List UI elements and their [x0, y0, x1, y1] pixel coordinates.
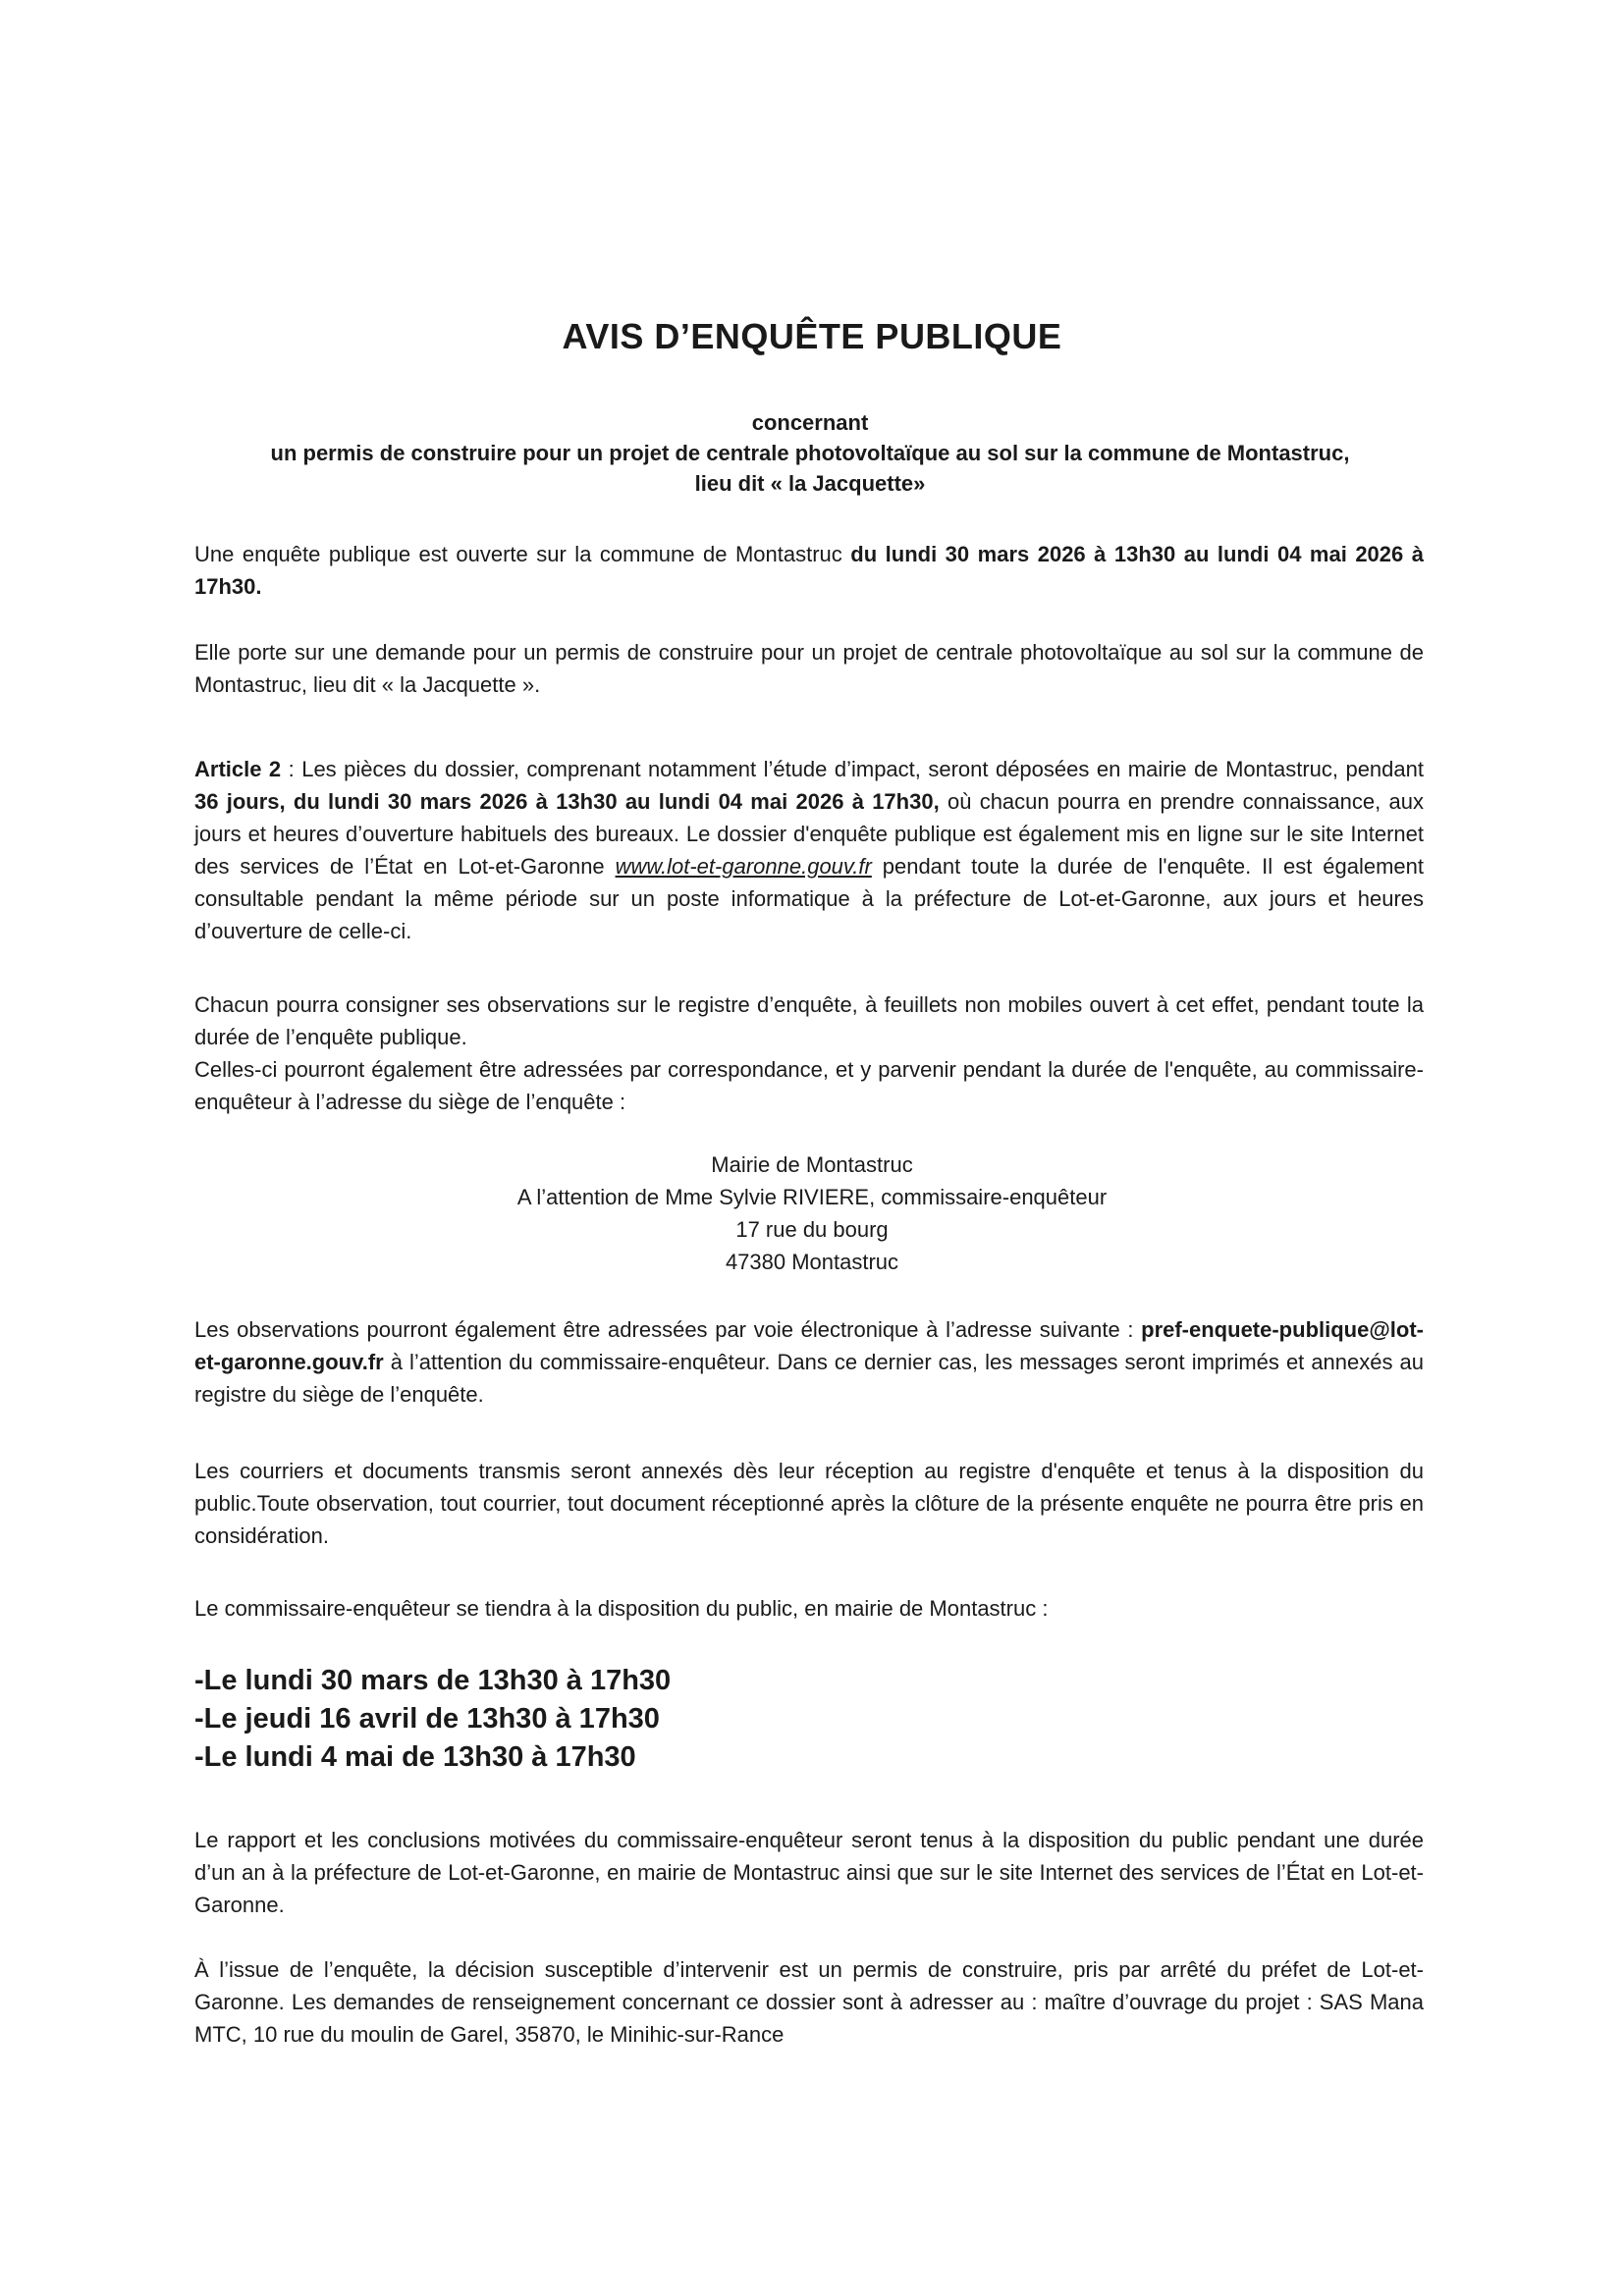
subtitle-line-2: un permis de construire pour un projet de centrale photovoltaïque au sol sur la commune de Montastruc, [270, 441, 1350, 465]
article-2-text-c: pendant toute la durée de l'enquête. Il est également consultable pendant la même période sur un poste informatique à la préfecture de Lot-et-Garonne, aux jours et heures d’ouverture de celle-ci. [194, 854, 1424, 943]
postal-address [0, 1148, 1624, 1278]
email-paragraph [194, 1313, 1424, 1411]
schedule-item: -Le lundi 30 mars de 13h30 à 17h30 [194, 1665, 672, 1696]
decision-paragraph: À l’issue de l’enquête, la décision susceptible d’intervenir est un permis de construire, pris par arrêté du préfet de Lot-et-Garonne. Les demandes de renseignement concernant ce dossier sont à adresser au : maître d’ouvrage du projet : SAS Mana MTC, 10 rue du moulin de Garel, 35870, le Minihic-sur-Rance [194, 1957, 1424, 2047]
prefecture-website-link[interactable]: www.lot-et-garonne.gouv.fr [615, 854, 872, 879]
opening-text: Une enquête publique est ouverte sur la commune de Montastruc [194, 542, 851, 566]
address-line-4: 47380 Montastruc [725, 1250, 899, 1274]
documents-paragraph: Les courriers et documents transmis seront annexés dès leur réception au registre d'enquête et tenus à la disposition du public.Toute observation, tout courrier, tout document réceptionné après la clôture de la présente enquête ne pourra être pris en considération. [194, 1459, 1424, 1548]
subtitle-block [196, 407, 1424, 499]
report-paragraph: Le rapport et les conclusions motivées du commissaire-enquêteur seront tenus à la disposition du public pendant une durée d’un an à la préfecture de Lot-et-Garonne, en mairie de Montastruc ainsi que sur le site Internet des services de l’État en Lot-et-Garonne. [194, 1828, 1424, 1917]
address-line-1: Mairie de Montastruc [711, 1152, 913, 1177]
address-line-3: 17 rue du bourg [735, 1217, 889, 1242]
permanence-intro: Le commissaire-enquêteur se tiendra à la disposition du public, en mairie de Montastruc : [194, 1596, 1049, 1621]
email-text-b: à l’attention du commissaire-enquêteur. Dans ce dernier cas, les messages seront imprimés et annexés au registre du siège de l’enquête. [194, 1350, 1424, 1407]
email-address-link[interactable]: pref-enquete-publique@lot-et-garonne.gouv.fr [194, 1317, 1424, 1374]
article-2-text-a: : Les pièces du dossier, comprenant notamment l’étude d’impact, seront déposées en mairie de Montastruc, pendant [281, 757, 1424, 781]
opening-paragraph [194, 538, 1424, 603]
subtitle-line-3: lieu dit « la Jacquette» [694, 471, 926, 496]
article-2-label: Article 2 [194, 757, 282, 781]
article-2-duration: 36 jours, du lundi 30 mars 2026 à 13h30 au lundi 04 mai 2026 à 17h30, [194, 789, 940, 814]
subject-paragraph: Elle porte sur une demande pour un permis de construire pour un projet de centrale photovoltaïque au sol sur la commune de Montastruc, lieu dit « la Jacquette ». [194, 640, 1424, 697]
subtitle-line-1: concernant [751, 410, 869, 435]
schedule-item: -Le jeudi 16 avril de 13h30 à 17h30 [194, 1703, 660, 1735]
observations-paragraph [194, 988, 1424, 1118]
address-line-2: A l’attention de Mme Sylvie RIVIERE, commissaire-enquêteur [516, 1185, 1108, 1209]
article-2-text-b: où chacun pourra en prendre connaissance, aux jours et heures d’ouverture habituels des bureaux. Le dossier d'enquête publique est également mis en ligne sur le site Internet des services de l’État en Lot-et-Garonne [194, 789, 1424, 879]
email-text-a: Les observations pourront également être adressées par voie électronique à l’adresse suivante : [194, 1317, 1142, 1342]
article-2-paragraph [194, 753, 1424, 947]
observations-line-2: Celles-ci pourront également être adressées par correspondance, et y parvenir pendant la durée de l'enquête, au commissaire-enquêteur à l’adresse du siège de l’enquête : [194, 1057, 1424, 1114]
opening-dates: du lundi 30 mars 2026 à 13h30 au lundi 04 mai 2026 à 17h30. [194, 542, 1424, 599]
permanence-schedule [194, 1662, 1424, 1777]
observations-line-1: Chacun pourra consigner ses observations sur le registre d’enquête, à feuillets non mobiles ouvert à cet effet, pendant toute la durée de l’enquête publique. [194, 992, 1424, 1049]
schedule-item: -Le lundi 4 mai de 13h30 à 17h30 [194, 1741, 636, 1773]
page-title: AVIS D’ENQUÊTE PUBLIQUE [562, 316, 1062, 356]
